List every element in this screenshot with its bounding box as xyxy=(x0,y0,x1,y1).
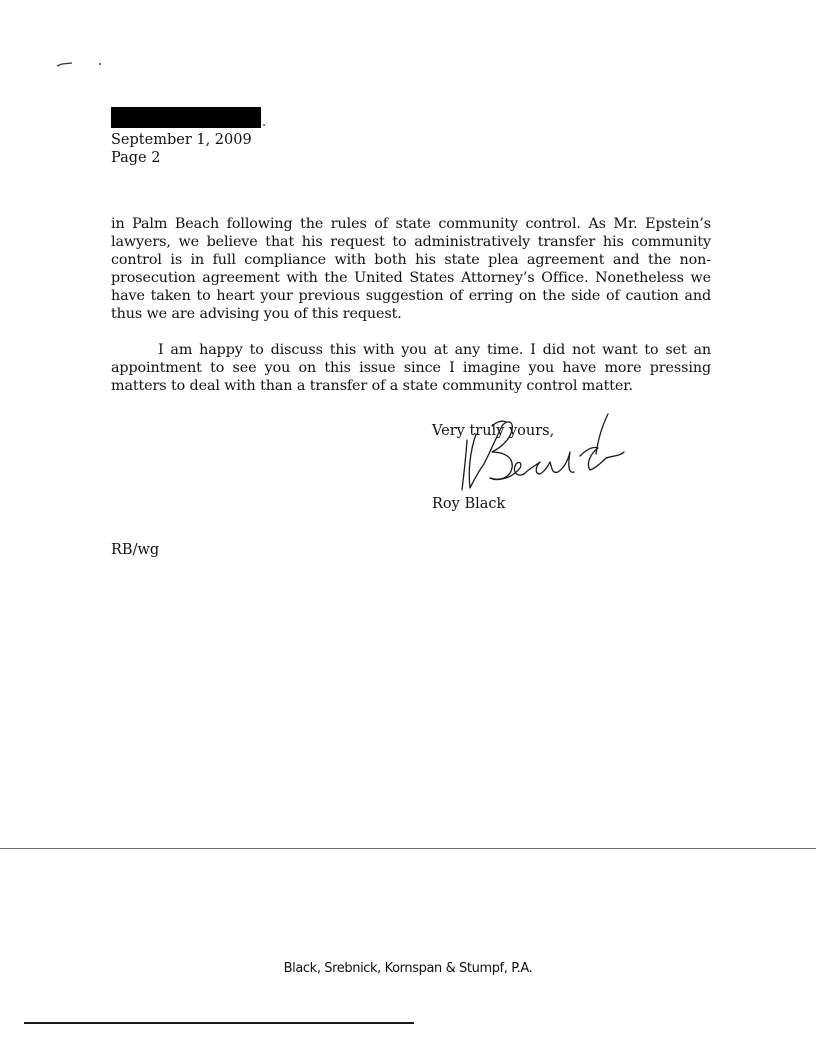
firm-name: Black, Srebnick, Kornspan & Stumpf, P.A. xyxy=(283,961,533,976)
typist-initials: RB/wg xyxy=(111,542,160,558)
footer-divider xyxy=(0,848,816,849)
footer-underline xyxy=(24,1022,414,1024)
body-paragraph-1: in Palm Beach following the rules of state community control. As Mr. Epstein’s lawyers, we believe that his request to administratively transfer his community control is in full compliance with both his state plea agreement and the non-prosecution agreement with the United States Attorney’s Office. Nonetheless we have taken to heart your previous suggestion of erring on the side of caution and thus we are advising you of this request. xyxy=(111,216,711,322)
signer-name: Roy Black xyxy=(432,496,506,512)
redaction-box xyxy=(111,107,261,128)
letter-date: September 1, 2009 xyxy=(111,132,252,148)
page-number: Page 2 xyxy=(111,150,161,166)
redaction-period: . xyxy=(262,115,267,130)
body-paragraph-2: I am happy to discuss this with you at any time. I did not want to set an appointment to see you on this issue since I imagine you have more pressing matters to deal with than a transfer of a state community control matter. xyxy=(111,342,711,394)
closing-salutation: Very truly yours, xyxy=(432,423,555,439)
handwritten-signature xyxy=(440,412,640,494)
